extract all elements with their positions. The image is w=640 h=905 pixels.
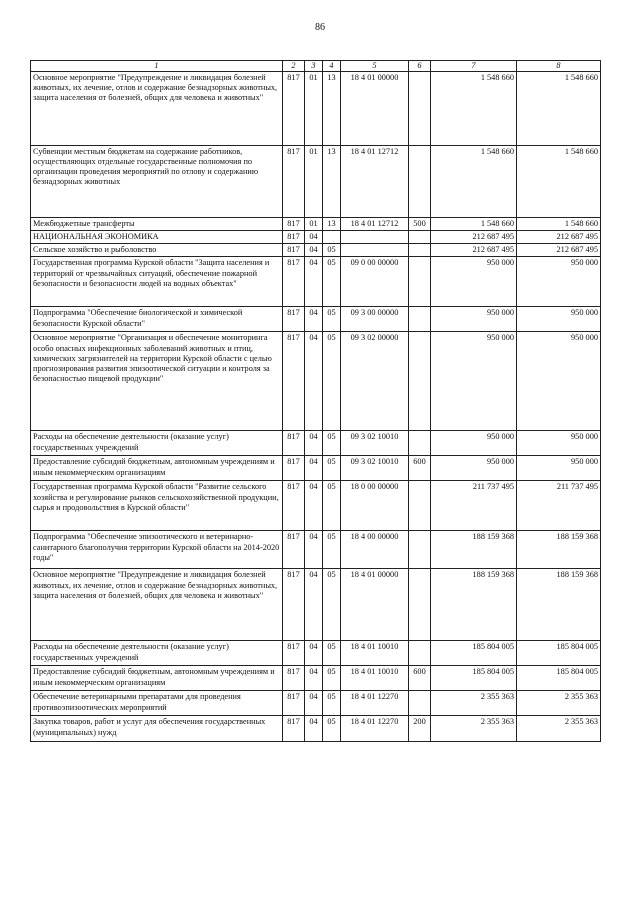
cell-section-code: 04 <box>305 666 323 691</box>
cell-ministry-code: 817 <box>283 716 305 742</box>
cell-ministry-code: 817 <box>283 531 305 569</box>
cell-target-code: 18 0 00 00000 <box>341 481 409 531</box>
column-number: 3 <box>305 61 323 72</box>
cell-amount-executed: 188 159 368 <box>517 569 601 641</box>
table-row <box>31 218 601 231</box>
cell-target-code: 09 3 02 10010 <box>341 431 409 456</box>
cell-section-code: 04 <box>305 481 323 531</box>
cell-expense-type <box>409 332 431 431</box>
cell-subsection-code: 05 <box>323 481 341 531</box>
cell-section-code: 01 <box>305 146 323 218</box>
cell-section-code: 01 <box>305 72 323 146</box>
cell-amount-executed: 1 548 660 <box>517 72 601 146</box>
cell-section-code: 04 <box>305 531 323 569</box>
cell-ministry-code: 817 <box>283 72 305 146</box>
table-row <box>31 666 601 691</box>
column-number: 4 <box>323 61 341 72</box>
cell-expense-type <box>409 307 431 332</box>
cell-section-code: 04 <box>305 244 323 257</box>
cell-amount-executed: 212 687 495 <box>517 231 601 244</box>
cell-ministry-code: 817 <box>283 231 305 244</box>
cell-ministry-code: 817 <box>283 666 305 691</box>
cell-target-code: 18 4 01 10010 <box>341 641 409 666</box>
cell-subsection-code: 05 <box>323 307 341 332</box>
cell-amount-executed: 1 548 660 <box>517 218 601 231</box>
cell-section-code: 04 <box>305 231 323 244</box>
cell-target-code <box>341 231 409 244</box>
column-number: 8 <box>517 61 601 72</box>
page-number: 86 <box>315 22 325 33</box>
cell-expense-type: 600 <box>409 456 431 481</box>
cell-amount-executed: 185 804 005 <box>517 641 601 666</box>
cell-name: Закупка товаров, работ и услуг для обеспечения государственных (муниципальных) нужд <box>31 716 283 742</box>
cell-subsection-code: 05 <box>323 456 341 481</box>
table-row <box>31 146 601 218</box>
cell-name: НАЦИОНАЛЬНАЯ ЭКОНОМИКА <box>31 231 283 244</box>
cell-name: Обеспечение ветеринарными препаратами для проведения противоэпизоотических мероприятий <box>31 691 283 716</box>
cell-target-code: 09 3 02 10010 <box>341 456 409 481</box>
cell-amount-approved: 950 000 <box>431 332 517 431</box>
cell-section-code: 04 <box>305 257 323 307</box>
table-row <box>31 456 601 481</box>
cell-subsection-code: 13 <box>323 218 341 231</box>
cell-subsection-code: 05 <box>323 332 341 431</box>
cell-name: Основное мероприятие "Предупреждение и ликвидация болезней животных, их лечение, отлов и содержание безнадзорных животных, защита населения от болезней, общих для человека и животных" <box>31 72 283 146</box>
cell-amount-approved: 1 548 660 <box>431 146 517 218</box>
table-row <box>31 332 601 431</box>
cell-target-code: 18 4 00 00000 <box>341 531 409 569</box>
cell-amount-approved: 950 000 <box>431 431 517 456</box>
cell-expense-type <box>409 569 431 641</box>
cell-amount-approved: 950 000 <box>431 257 517 307</box>
cell-amount-executed: 212 687 495 <box>517 244 601 257</box>
cell-amount-approved: 212 687 495 <box>431 231 517 244</box>
cell-expense-type <box>409 257 431 307</box>
cell-section-code: 01 <box>305 218 323 231</box>
cell-section-code: 04 <box>305 431 323 456</box>
cell-ministry-code: 817 <box>283 307 305 332</box>
cell-name: Подпрограмма "Обеспечение биологической и химической безопасности Курской области" <box>31 307 283 332</box>
cell-ministry-code: 817 <box>283 257 305 307</box>
cell-subsection-code: 05 <box>323 431 341 456</box>
cell-target-code: 18 4 01 12270 <box>341 716 409 742</box>
table-row <box>31 307 601 332</box>
column-number: 5 <box>341 61 409 72</box>
cell-amount-approved: 188 159 368 <box>431 531 517 569</box>
column-number: 2 <box>283 61 305 72</box>
cell-expense-type: 200 <box>409 716 431 742</box>
cell-expense-type: 600 <box>409 666 431 691</box>
cell-section-code: 04 <box>305 456 323 481</box>
cell-ministry-code: 817 <box>283 569 305 641</box>
cell-section-code: 04 <box>305 332 323 431</box>
column-number: 1 <box>31 61 283 72</box>
cell-name: Расходы на обеспечение деятельности (оказание услуг) государственных учреждений <box>31 431 283 456</box>
cell-expense-type: 500 <box>409 218 431 231</box>
cell-section-code: 04 <box>305 307 323 332</box>
cell-amount-executed: 2 355 363 <box>517 716 601 742</box>
cell-subsection-code: 05 <box>323 244 341 257</box>
cell-subsection-code: 13 <box>323 72 341 146</box>
cell-name: Сельское хозяйство и рыболовство <box>31 244 283 257</box>
column-number: 6 <box>409 61 431 72</box>
cell-name: Субвенции местным бюджетам на содержание работников, осуществляющих отдельные государственные полномочия по организации проведения мероприятий по отлову и содержанию безнадзорных животных <box>31 146 283 218</box>
budget-table <box>30 60 601 742</box>
cell-section-code: 04 <box>305 641 323 666</box>
cell-amount-executed: 185 804 005 <box>517 666 601 691</box>
cell-ministry-code: 817 <box>283 332 305 431</box>
cell-name: Государственная программа Курской области "Развитие сельского хозяйства и регулирование рынков сельскохозяйственной продукции, сырья и продовольствия в Курской области" <box>31 481 283 531</box>
cell-amount-executed: 950 000 <box>517 257 601 307</box>
cell-name: Межбюджетные трансферты <box>31 218 283 231</box>
table-row <box>31 244 601 257</box>
column-number-row <box>31 61 601 72</box>
cell-ministry-code: 817 <box>283 146 305 218</box>
cell-ministry-code: 817 <box>283 481 305 531</box>
cell-target-code: 18 4 01 10010 <box>341 666 409 691</box>
table-row <box>31 72 601 146</box>
cell-amount-approved: 1 548 660 <box>431 218 517 231</box>
cell-name: Расходы на обеспечение деятельности (оказание услуг) государственных учреждений <box>31 641 283 666</box>
table-row <box>31 431 601 456</box>
cell-amount-approved: 185 804 005 <box>431 641 517 666</box>
cell-section-code: 04 <box>305 716 323 742</box>
cell-ministry-code: 817 <box>283 641 305 666</box>
cell-amount-approved: 2 355 363 <box>431 691 517 716</box>
cell-section-code: 04 <box>305 569 323 641</box>
cell-target-code: 09 3 02 00000 <box>341 332 409 431</box>
cell-expense-type <box>409 146 431 218</box>
cell-name: Подпрограмма "Обеспечение эпизоотического и ветеринарно-санитарного благополучия территории Курской области на 2014-2020 годы" <box>31 531 283 569</box>
cell-name: Предоставление субсидий бюджетным, автономным учреждениям и иным некоммерческим организациям <box>31 456 283 481</box>
cell-subsection-code: 05 <box>323 569 341 641</box>
table-row <box>31 641 601 666</box>
cell-amount-executed: 2 355 363 <box>517 691 601 716</box>
cell-amount-executed: 1 548 660 <box>517 146 601 218</box>
cell-name: Основное мероприятие "Организация и обеспечение мониторинга особо опасных инфекционных заболеваний животных и птиц, химических загрязнителей на территории Курской области с целью прогнозирования развития эпизоотической ситуации и контроля за безопасностью пищевой продукции" <box>31 332 283 431</box>
cell-target-code: 18 4 01 12712 <box>341 146 409 218</box>
cell-expense-type <box>409 431 431 456</box>
cell-amount-executed: 211 737 495 <box>517 481 601 531</box>
cell-amount-approved: 1 548 660 <box>431 72 517 146</box>
cell-target-code: 18 4 01 12712 <box>341 218 409 231</box>
cell-subsection-code <box>323 231 341 244</box>
cell-expense-type <box>409 531 431 569</box>
table-row <box>31 531 601 569</box>
cell-target-code: 18 4 01 00000 <box>341 72 409 146</box>
table-row <box>31 231 601 244</box>
table-row <box>31 257 601 307</box>
table-row <box>31 569 601 641</box>
cell-ministry-code: 817 <box>283 456 305 481</box>
cell-amount-executed: 950 000 <box>517 456 601 481</box>
table-body <box>31 72 601 742</box>
cell-name: Основное мероприятие "Предупреждение и ликвидация болезней животных, их лечение, отлов и содержание безнадзорных животных, защита населения от болезней, общих для человека и животных" <box>31 569 283 641</box>
cell-target-code: 18 4 01 00000 <box>341 569 409 641</box>
table-row <box>31 716 601 742</box>
cell-amount-executed: 950 000 <box>517 332 601 431</box>
cell-target-code: 18 4 01 12270 <box>341 691 409 716</box>
cell-expense-type <box>409 244 431 257</box>
cell-ministry-code: 817 <box>283 244 305 257</box>
cell-subsection-code: 05 <box>323 641 341 666</box>
cell-amount-approved: 950 000 <box>431 307 517 332</box>
cell-target-code: 09 0 00 00000 <box>341 257 409 307</box>
cell-expense-type <box>409 72 431 146</box>
cell-subsection-code: 05 <box>323 716 341 742</box>
table-row <box>31 691 601 716</box>
cell-subsection-code: 13 <box>323 146 341 218</box>
column-number: 7 <box>431 61 517 72</box>
cell-subsection-code: 05 <box>323 691 341 716</box>
cell-subsection-code: 05 <box>323 531 341 569</box>
cell-name: Государственная программа Курской области "Защита населения и территорий от чрезвычайных ситуаций, обеспечение пожарной безопасности и безопасности людей на водных объектах" <box>31 257 283 307</box>
cell-expense-type <box>409 481 431 531</box>
cell-amount-approved: 212 687 495 <box>431 244 517 257</box>
cell-expense-type <box>409 231 431 244</box>
cell-ministry-code: 817 <box>283 218 305 231</box>
cell-amount-approved: 185 804 005 <box>431 666 517 691</box>
cell-ministry-code: 817 <box>283 691 305 716</box>
cell-amount-executed: 950 000 <box>517 307 601 332</box>
cell-expense-type <box>409 691 431 716</box>
cell-name: Предоставление субсидий бюджетным, автономным учреждениям и иным некоммерческим организациям <box>31 666 283 691</box>
cell-amount-approved: 211 737 495 <box>431 481 517 531</box>
cell-target-code <box>341 244 409 257</box>
cell-amount-approved: 2 355 363 <box>431 716 517 742</box>
cell-amount-executed: 950 000 <box>517 431 601 456</box>
cell-subsection-code: 05 <box>323 257 341 307</box>
cell-target-code: 09 3 00 00000 <box>341 307 409 332</box>
cell-subsection-code: 05 <box>323 666 341 691</box>
cell-amount-approved: 950 000 <box>431 456 517 481</box>
table-row <box>31 481 601 531</box>
cell-amount-approved: 188 159 368 <box>431 569 517 641</box>
cell-ministry-code: 817 <box>283 431 305 456</box>
cell-amount-executed: 188 159 368 <box>517 531 601 569</box>
cell-expense-type <box>409 641 431 666</box>
cell-section-code: 04 <box>305 691 323 716</box>
